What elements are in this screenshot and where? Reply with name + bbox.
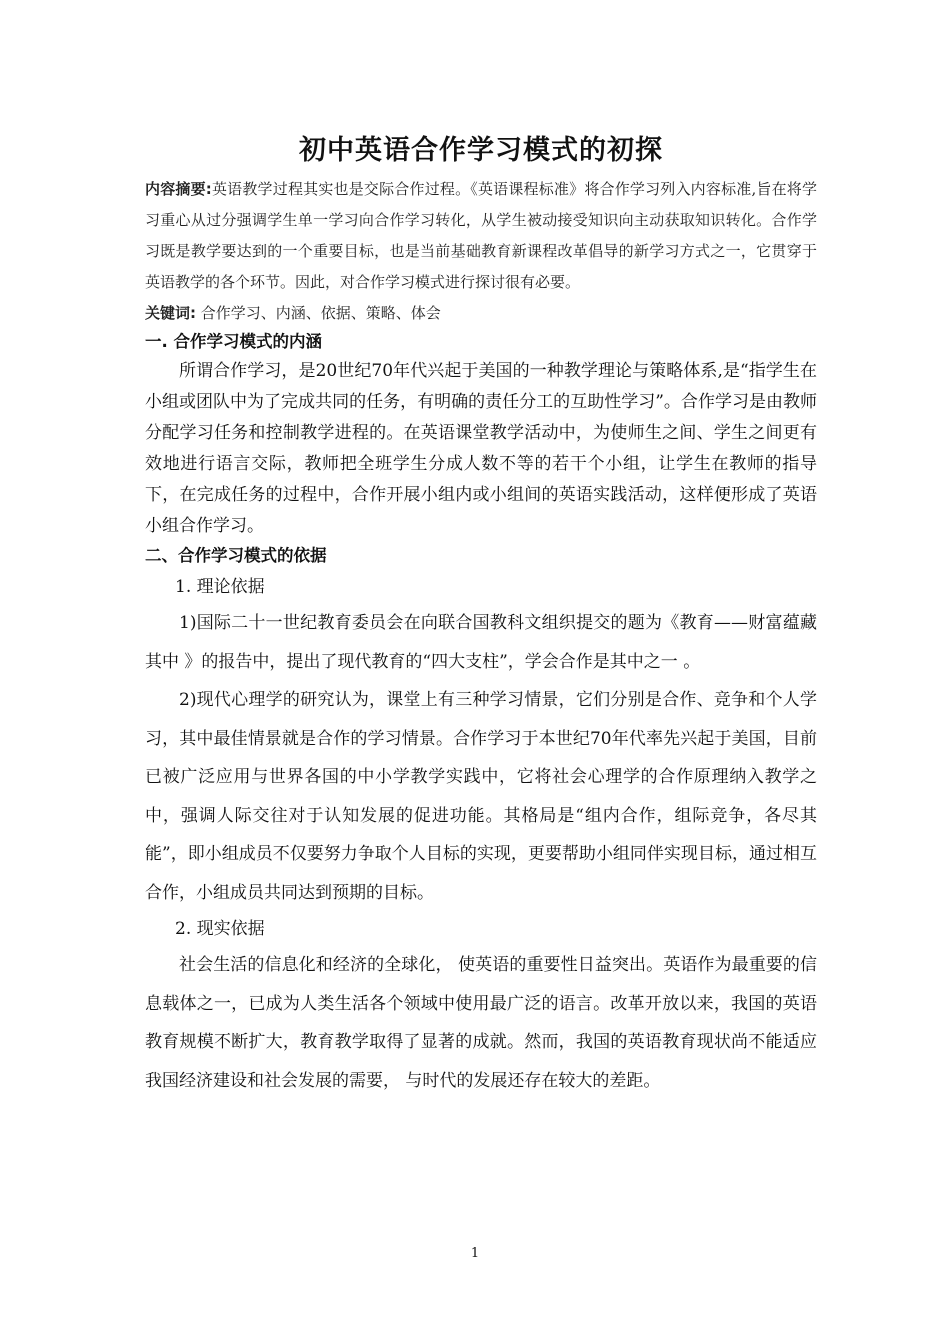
page-title: 初中英语合作学习模式的初探 (299, 135, 663, 166)
keywords-text: 合作学习、内涵、依据、策略、体会 (196, 304, 441, 322)
page-number: 1 (470, 1246, 480, 1261)
theory-paragraph-2: 2)现代心理学的研究认为，课堂上有三种学习情景，它们分别是合作、竞争和个人学习，其中最佳情景就是合作的学习情景。合作学习于本世纪70年代率先兴起于美国，目前已被广泛应用与世界各国的中小学教学实践中，它将社会心理学的合作原理纳入教学之中，强调人际交往对于认知发展的促进功能。其格局是“组内合作，组际竞争，各尽其能”，即小组成员不仅要努力争取个人目标的实现，更要帮助小组同伴实现目标，通过相互合作，小组成员共同达到预期的目标。 (145, 690, 817, 903)
keywords (145, 298, 817, 328)
abstract-text: 英语教学过程其实也是交际合作过程。《英语课程标准》将合作学习列入内容标准,旨在将学习重心从过分强调学生单一学习向合作学习转化，从学生被动接受知识向主动获取知识转化。合作学习既是教学要达到的一个重要目标，也是当前基础教育新课程改革倡导的新学习方式之一，它贯穿于英语教学的各个环节。因此，对合作学习模式进行探讨很有必要。 (145, 180, 817, 291)
reality-paragraph: 社会生活的信息化和经济的全球化， 使英语的重要性日益突出。英语作为最重要的信息载体之一，已成为人类生活各个领域中使用最广泛的语言。改革开放以来，我国的英语教育规模不断扩大，教育教学取得了显著的成就。然而，我国的英语教育现状尚不能适应我国经济建设和社会发展的需要， 与时代的发展还存在较大的差距。 (145, 955, 817, 1091)
section-heading-2: 二、合作学习模式的依据 (145, 546, 327, 565)
section-1-paragraph: 所谓合作学习，是20世纪70年代兴起于美国的一种教学理论与策略体系,是“指学生在小组或团队中为了完成共同的任务，有明确的责任分工的互助性学习”。合作学习是由教师分配学习任务和控制教学进程的。在英语课堂教学活动中，为使师生之间、学生之间更有效地进行语言交际，教师把全班学生分成人数不等的若干个小组，让学生在教师的指导下，在完成任务的过程中，合作开展小组内或小组间的英语实践活动，这样便形成了英语小组合作学习。 (145, 361, 817, 536)
subheading-reality: 2. 现实依据 (175, 919, 265, 939)
theory-paragraph-1: 1)国际二十一世纪教育委员会在向联合国教科文组织提交的题为《教育——财富蕴藏其中 》的报告中，提出了现代教育的“四大支柱”，学会合作是其中之一 。 (145, 613, 817, 672)
abstract-label: 内容摘要: (145, 180, 212, 198)
subheading-theory: 1. 理论依据 (175, 577, 265, 597)
section-heading-1: 一. 合作学习模式的内涵 (145, 332, 323, 351)
document-page (145, 130, 817, 1100)
keywords-label: 关键词: (145, 304, 196, 322)
abstract (145, 174, 817, 298)
